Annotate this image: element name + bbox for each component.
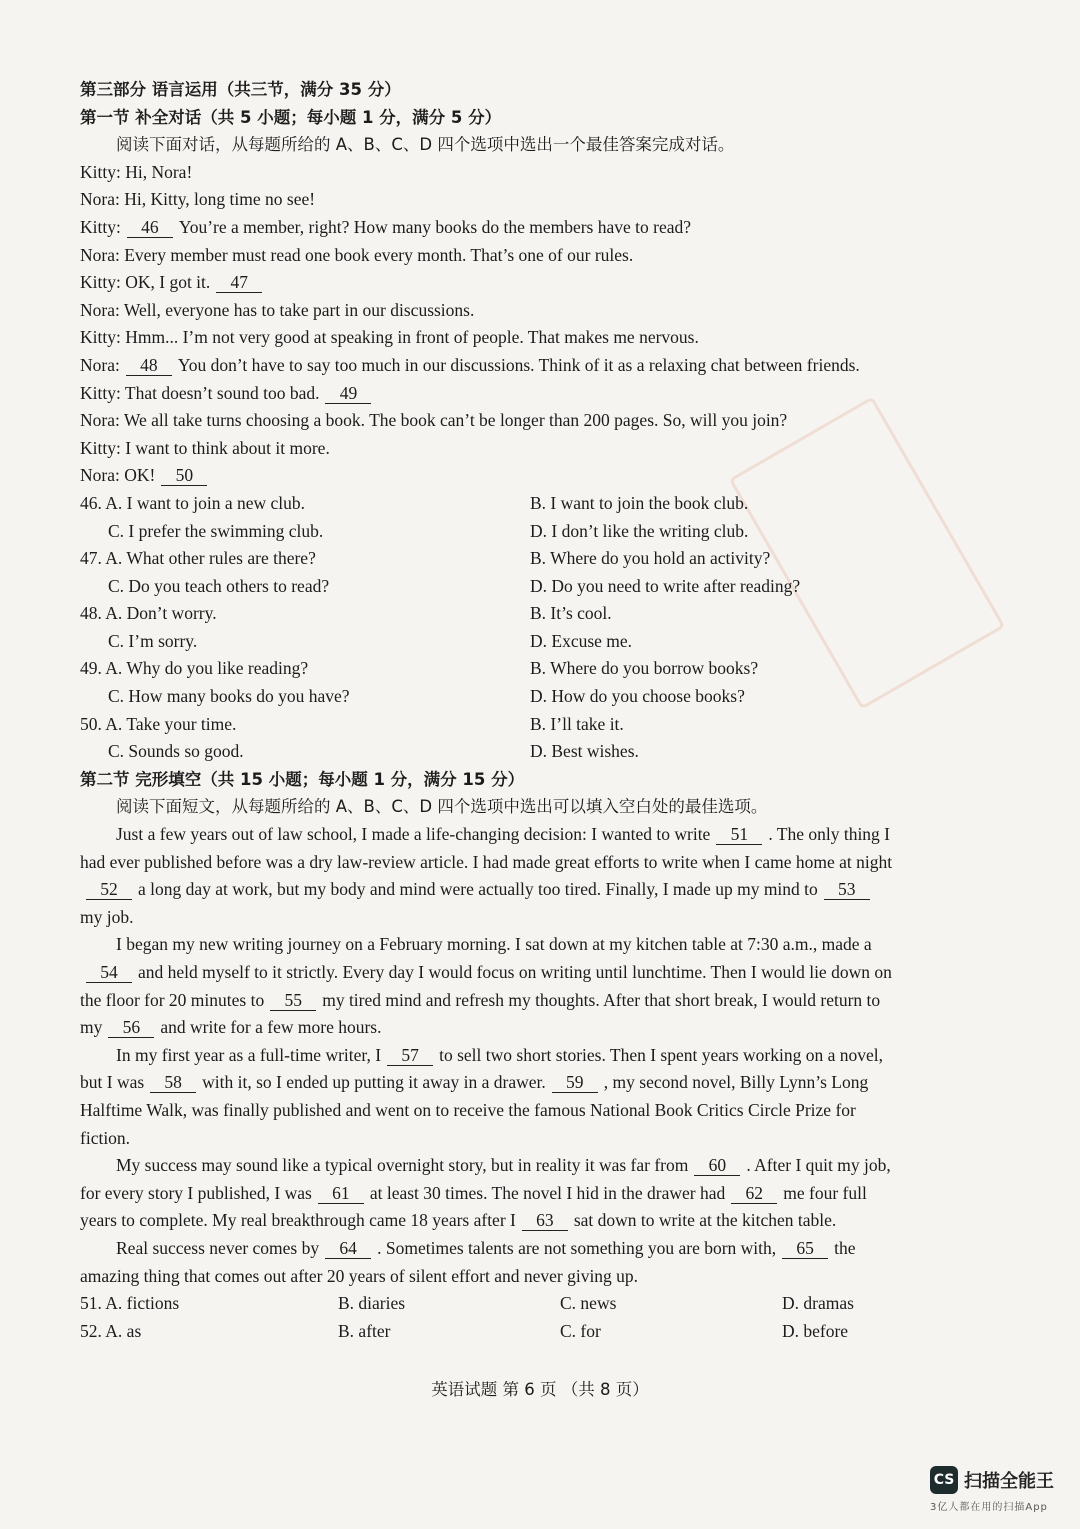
page-footer: 英语试题 第 6 页 （共 8 页） xyxy=(431,1380,649,1399)
dialogue-options xyxy=(80,490,952,766)
option-c: C. for xyxy=(560,1320,601,1341)
option-d: D. dramas xyxy=(782,1293,854,1314)
dialogue-text: You’re a member, right? How many books do the members have to read? xyxy=(178,216,692,237)
option-c: C. Do you teach others to read? xyxy=(108,575,330,596)
passage-text: a long day at work, but my body and mind were actually too tired. Finally, I made up my mind to xyxy=(138,879,818,900)
answer-blank: 59 xyxy=(552,1072,598,1093)
option-c: C. Sounds so good. xyxy=(108,741,244,762)
answer-blank: 60 xyxy=(694,1155,740,1176)
section2-instruction: 阅读下面短文，从每题所给的 A、B、C、D 四个选项中选出可以填入空白处的最佳选项。 xyxy=(116,797,768,817)
passage-line xyxy=(80,1180,952,1208)
option-b: B. I want to join the book club. xyxy=(530,492,749,513)
option-d: D. Best wishes. xyxy=(530,741,639,762)
passage-text: Just a few years out of law school, I made a life-changing decision: I wanted to write xyxy=(116,824,711,845)
passage-line xyxy=(80,1069,952,1097)
passage-text: for every story I published, I was xyxy=(80,1182,312,1203)
passage-text: years to complete. My real breakthrough came 18 years after I xyxy=(80,1210,516,1231)
scanner-name: 扫描全能王 xyxy=(964,1471,1054,1492)
dialogue-line xyxy=(80,214,952,242)
option-a: 50. A. Take your time. xyxy=(80,713,237,734)
answer-blank: 63 xyxy=(522,1210,568,1231)
option-a: 49. A. Why do you like reading? xyxy=(80,658,309,679)
answer-blank: 64 xyxy=(325,1238,371,1259)
passage-text: my xyxy=(80,1017,103,1038)
passage-line xyxy=(80,1263,952,1291)
passage-line xyxy=(80,904,952,932)
scanner-stamp xyxy=(930,1466,1054,1513)
dialogue-line xyxy=(80,242,952,270)
answer-blank: 61 xyxy=(318,1183,364,1204)
dialogue-text: Kitty: OK, I got it. xyxy=(80,272,211,293)
option-d: D. How do you choose books? xyxy=(530,686,745,707)
passage-line xyxy=(80,931,952,959)
passage-text: the floor for 20 minutes to xyxy=(80,989,265,1010)
option-c: C. news xyxy=(560,1293,617,1314)
passage-text: with it, so I ended up putting it away in a drawer. xyxy=(202,1072,546,1093)
passage-text: my job. xyxy=(80,906,134,927)
option-d: D. before xyxy=(782,1320,849,1341)
dialogue-line xyxy=(80,159,952,187)
dialogue-text: Nora: Well, everyone has to take part in our discussions. xyxy=(80,299,475,320)
dialogue-text: Kitty: xyxy=(80,216,121,237)
dialogue xyxy=(80,159,952,490)
option-c: C. I’m sorry. xyxy=(108,630,198,651)
option-c: C. I prefer the swimming club. xyxy=(108,520,324,541)
answer-blank: 48 xyxy=(126,355,172,376)
answer-blank: 47 xyxy=(216,272,262,293)
option-b: B. It’s cool. xyxy=(530,603,612,624)
option-d: D. Excuse me. xyxy=(530,630,633,651)
dialogue-line xyxy=(80,435,952,463)
passage-text: my tired mind and refresh my thoughts. After that short break, I would return to xyxy=(322,989,881,1010)
dialogue-line xyxy=(80,269,952,297)
dialogue-text: Nora: We all take turns choosing a book. The book can’t be longer than 200 pages. So, will you join? xyxy=(80,410,788,431)
passage-line xyxy=(80,1042,952,1070)
option-d: D. I don’t like the writing club. xyxy=(530,520,749,541)
dialogue-line xyxy=(80,407,952,435)
passage-text: and write for a few more hours. xyxy=(160,1017,382,1038)
option-b: B. I’ll take it. xyxy=(530,713,624,734)
dialogue-line xyxy=(80,324,952,352)
passage-text: Halftime Walk, was finally published and went on to receive the famous National Book Critics Circle Prize for xyxy=(80,1099,856,1120)
option-d: D. Do you need to write after reading? xyxy=(530,575,801,596)
passage-text: me four full xyxy=(783,1182,867,1203)
answer-blank: 55 xyxy=(270,990,316,1011)
passage-line xyxy=(80,821,952,849)
answer-blank: 51 xyxy=(716,824,762,845)
part3-title: 第三部分 语言运用（共三节，满分 35 分） xyxy=(80,80,401,99)
passage-text: I began my new writing journey on a February morning. I sat down at my kitchen table at 7:30 a.m., made a xyxy=(116,934,872,955)
option-b: B. diaries xyxy=(338,1293,406,1314)
dialogue-text: Kitty: Hi, Nora! xyxy=(80,161,193,182)
dialogue-line xyxy=(80,297,952,325)
option-a: 46. A. I want to join a new club. xyxy=(80,492,306,513)
dialogue-text: Nora: OK! xyxy=(80,465,156,486)
section1-title: 第一节 补全对话（共 5 小题；每小题 1 分，满分 5 分） xyxy=(80,107,502,127)
section2-title: 第二节 完形填空（共 15 小题；每小题 1 分，满分 15 分） xyxy=(80,769,525,789)
option-a: 48. A. Don’t worry. xyxy=(80,603,217,624)
passage-line xyxy=(80,1152,952,1180)
answer-blank: 54 xyxy=(86,962,132,983)
option-b: B. after xyxy=(338,1320,391,1341)
passage-line xyxy=(80,1207,952,1235)
passage-text: had ever published before was a dry law-review article. I had made great efforts to write when I came home at night xyxy=(80,851,893,872)
scanner-tagline: 3亿人都在用的扫描App xyxy=(930,1502,1048,1513)
answer-blank: 46 xyxy=(127,217,173,238)
cloze-passage xyxy=(80,821,952,1290)
passage-line xyxy=(80,876,952,904)
dialogue-text: Nora: xyxy=(80,354,120,375)
answer-blank: 49 xyxy=(325,383,371,404)
dialogue-text: Nora: Every member must read one book every month. That’s one of our rules. xyxy=(80,244,634,265)
passage-text: sat down to write at the kitchen table. xyxy=(573,1210,837,1231)
passage-line xyxy=(80,1125,952,1153)
dialogue-text: Kitty: Hmm... I’m not very good at speaking in front of people. That makes me nervous. xyxy=(80,327,699,348)
dialogue-line xyxy=(80,186,952,214)
passage-text: . The only thing I xyxy=(768,824,891,845)
answer-blank: 65 xyxy=(782,1238,828,1259)
passage-text: fiction. xyxy=(80,1127,131,1148)
option-b: B. Where do you hold an activity? xyxy=(530,548,771,569)
dialogue-line xyxy=(80,380,952,408)
passage-line xyxy=(80,849,952,877)
dialogue-line xyxy=(80,462,952,490)
passage-line xyxy=(80,987,952,1015)
dialogue-text: Nora: Hi, Kitty, long time no see! xyxy=(80,189,316,210)
option-a: 51. A. fictions xyxy=(80,1293,180,1314)
passage-line xyxy=(80,1014,952,1042)
passage-text: Real success never comes by xyxy=(116,1237,320,1258)
cloze-options xyxy=(80,1290,952,1345)
section1-instruction: 阅读下面对话，从每题所给的 A、B、C、D 四个选项中选出一个最佳答案完成对话。 xyxy=(116,135,735,155)
dialogue-text: Kitty: I want to think about it more. xyxy=(80,437,330,458)
answer-blank: 58 xyxy=(150,1072,196,1093)
passage-text: and held myself to it strictly. Every day I would focus on writing until lunchtime. Then I would lie down on xyxy=(138,962,892,982)
passage-text: at least 30 times. The novel I hid in the drawer had xyxy=(369,1182,726,1203)
dialogue-text: You don’t have to say too much in our discussions. Think of it as a relaxing chat between friends. xyxy=(177,354,860,375)
answer-blank: 56 xyxy=(108,1017,154,1038)
passage-text: amazing thing that comes out after 20 years of silent effort and never giving up. xyxy=(80,1265,639,1286)
passage-line xyxy=(80,1235,952,1263)
dialogue-line xyxy=(80,352,952,380)
answer-blank: 57 xyxy=(387,1045,433,1066)
answer-blank: 53 xyxy=(824,879,870,900)
passage-line xyxy=(80,1097,952,1125)
page-content xyxy=(80,76,952,1345)
passage-line xyxy=(80,959,952,987)
option-c: C. How many books do you have? xyxy=(108,686,350,707)
passage-text: the xyxy=(834,1237,856,1258)
dialogue-text: Kitty: That doesn’t sound too bad. xyxy=(80,382,320,403)
passage-text: In my first year as a full-time writer, I xyxy=(116,1044,382,1065)
passage-text: My success may sound like a typical overnight story, but in reality it was far from xyxy=(116,1155,689,1176)
answer-blank: 50 xyxy=(161,465,207,486)
option-a: 52. A. as xyxy=(80,1320,142,1341)
passage-text: , my second novel, Billy Lynn’s Long xyxy=(603,1072,869,1093)
answer-blank: 52 xyxy=(86,879,132,900)
passage-text: . After I quit my job, xyxy=(746,1155,891,1176)
passage-text: but I was xyxy=(80,1072,145,1093)
option-a: 47. A. What other rules are there? xyxy=(80,548,316,569)
passage-text: to sell two short stories. Then I spent years working on a novel, xyxy=(439,1044,884,1065)
camscanner-icon: CS xyxy=(930,1466,958,1494)
passage-text: . Sometimes talents are not something you are born with, xyxy=(377,1237,777,1258)
answer-blank: 62 xyxy=(731,1183,777,1204)
option-b: B. Where do you borrow books? xyxy=(530,658,759,679)
